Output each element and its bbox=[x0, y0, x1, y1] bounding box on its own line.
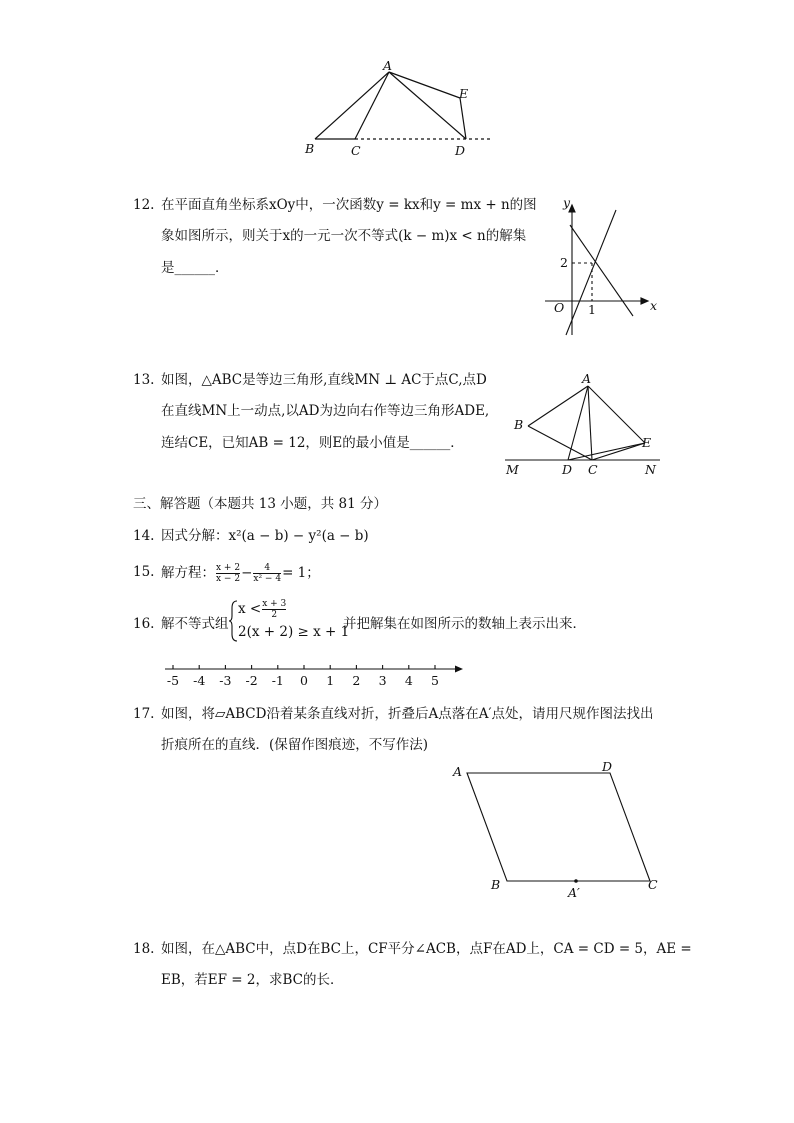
q16-prefix: 解不等式组 bbox=[161, 616, 229, 632]
q12-tick-2: 2 bbox=[560, 255, 568, 270]
q13-line1: 如图，△ABC是等边三角形,直线MN ⊥ AC于点C,点D bbox=[161, 372, 487, 388]
q13-label-N: N bbox=[645, 462, 656, 477]
q13-number: 13. bbox=[133, 372, 155, 388]
q14-number: 14. bbox=[133, 528, 155, 544]
top-triangle-figure bbox=[300, 60, 500, 160]
number-line-label: 5 bbox=[431, 673, 439, 688]
number-line-label: -4 bbox=[193, 673, 206, 688]
number-line-label: -2 bbox=[245, 673, 258, 688]
q17-label-C: C bbox=[648, 877, 658, 892]
number-line-label: -5 bbox=[166, 673, 180, 688]
q12-axis-x: x bbox=[650, 298, 658, 313]
q13-label-B: B bbox=[514, 417, 524, 432]
q13-label-D: D bbox=[562, 462, 573, 477]
number-line-label: 4 bbox=[404, 673, 413, 688]
q16-inequality-2: 2(x + 2) ≥ x + 1 bbox=[238, 624, 350, 640]
q17-number: 17. bbox=[133, 706, 155, 722]
q12-axis-y: y bbox=[563, 195, 571, 210]
q13-label-C: C bbox=[588, 462, 598, 477]
top-label-A: A bbox=[383, 58, 393, 73]
top-label-D: D bbox=[455, 143, 466, 158]
number-line-label: 2 bbox=[352, 673, 361, 688]
q17-parallelogram bbox=[445, 760, 665, 905]
q17-label-D: D bbox=[602, 759, 613, 774]
q12-number: 12. bbox=[133, 197, 155, 213]
q15-fraction-2: $\frac{4}{\text{x² − 4}}$ bbox=[253, 563, 282, 584]
q13-label-M: M bbox=[506, 462, 519, 477]
q12-coordinate-graph bbox=[540, 195, 665, 340]
q17-label-A: A bbox=[453, 764, 463, 779]
q13-line2: 在直线MN上一动点,以AD为边向右作等边三角形ADE, bbox=[161, 403, 490, 419]
q12-origin: O bbox=[554, 300, 565, 315]
q16-inequality-1: x < $\frac{x + 3}{2}$ bbox=[238, 599, 287, 620]
top-label-E: E bbox=[459, 86, 469, 101]
top-label-B: B bbox=[305, 141, 315, 156]
q18-number: 18. bbox=[133, 941, 155, 957]
q12-line3: 是______． bbox=[161, 260, 229, 276]
q15-prefix: 解方程： bbox=[161, 565, 215, 581]
q17-label-Aprime: A′ bbox=[568, 885, 580, 900]
q13-label-A: A bbox=[582, 371, 592, 386]
q15-suffix: = 1； bbox=[282, 565, 320, 581]
q12-line2: 象如图所示，则关于x的一元一次不等式(k − m)x < n的解集 bbox=[161, 228, 527, 244]
number-line-label: -3 bbox=[219, 673, 232, 688]
q16-suffix: 并把解集在如图所示的数轴上表示出来． bbox=[343, 616, 586, 632]
q17-line2: 折痕所在的直线．(保留作图痕迹，不写作法) bbox=[161, 737, 429, 753]
number-line-label: -1 bbox=[271, 673, 284, 688]
number-line-label: 3 bbox=[378, 673, 387, 688]
q13-label-E: E bbox=[642, 435, 652, 450]
q18-line2: EB，若EF = 2，求BC的长． bbox=[161, 972, 344, 988]
q15-number: 15. bbox=[133, 564, 155, 580]
q17-label-B: B bbox=[491, 877, 501, 892]
top-label-C: C bbox=[351, 143, 361, 158]
q14-text: 因式分解：x²(a − b) − y²(a − b) bbox=[161, 528, 369, 544]
q15-fraction-1: $\frac{x + 2}{x - 2}$ bbox=[216, 563, 241, 584]
q12-tick-1: 1 bbox=[588, 302, 596, 317]
q15-equation bbox=[161, 558, 320, 588]
q13-triangle-figure bbox=[500, 370, 665, 480]
q12-line1: 在平面直角坐标系xOy中，一次函数y = kx和y = mx + n的图 bbox=[161, 197, 537, 213]
q18-line1: 如图，在△ABC中，点D在BC上，CF平分∠ACB，点F在AD上，CA = CD = 5，AE = bbox=[161, 941, 692, 957]
q13-line3: 连结CE，已知AB = 12，则E的最小值是______． bbox=[161, 435, 464, 451]
q17-line1: 如图，将▱ABCD沿着某条直线对折，折叠后A点落在A′点处，请用尺规作图法找出 bbox=[161, 706, 654, 722]
number-line-label: 1 bbox=[326, 673, 335, 688]
q15-minus: − bbox=[241, 565, 253, 581]
q16-number: 16. bbox=[133, 616, 155, 632]
section3-heading: 三、解答题（本题共 13 小题，共 81 分） bbox=[133, 496, 388, 512]
number-line-label: 0 bbox=[300, 673, 308, 688]
q16-number-line bbox=[160, 660, 470, 690]
